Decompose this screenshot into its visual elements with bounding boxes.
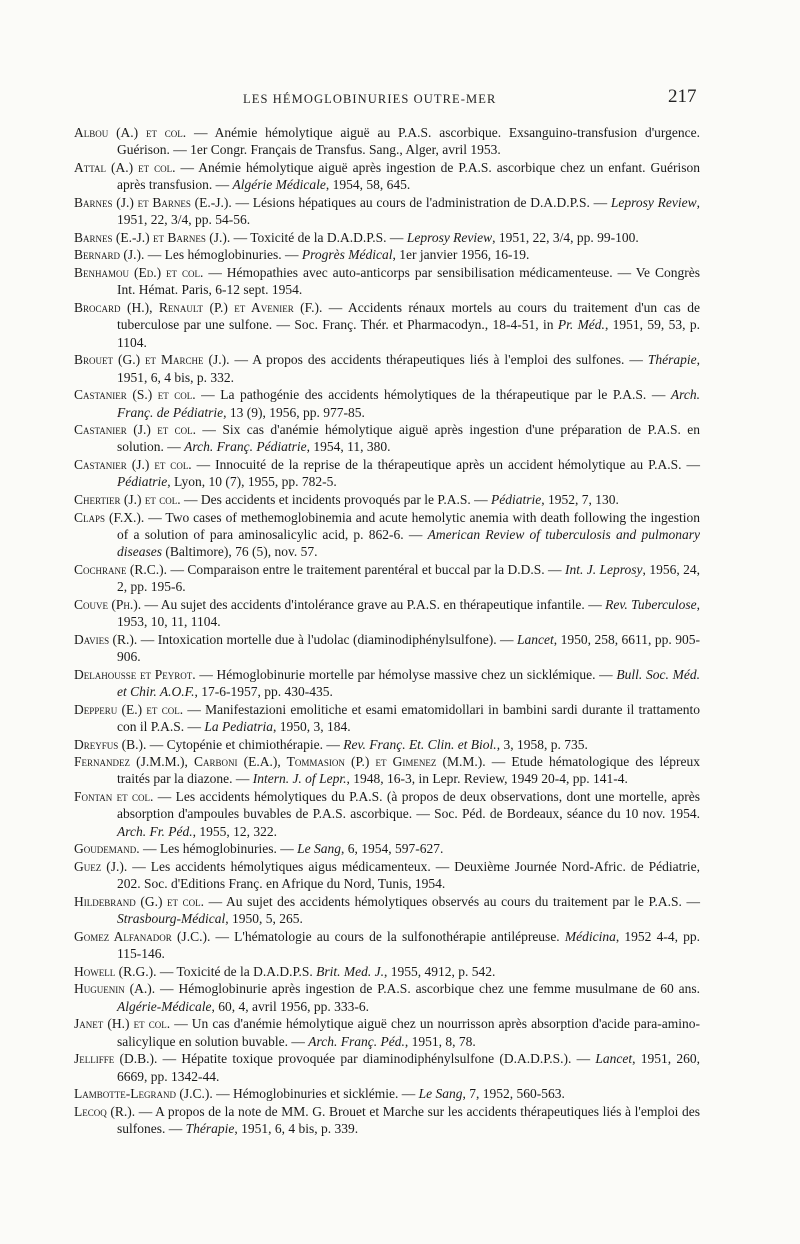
reference-authors: Benhamou (Ed.) et col. xyxy=(74,265,204,280)
reference-source: Lancet xyxy=(517,631,554,647)
reference-entry xyxy=(74,1015,700,1050)
reference-entry xyxy=(74,194,700,229)
reference-authors: Claps (F.X.). xyxy=(74,509,145,525)
reference-details: , 1951, 6, 4 bis, p. 339. xyxy=(234,1121,359,1137)
reference-details: , 1951, 6, 4 bis, p. 332. xyxy=(117,352,700,385)
reference-source: Algérie-Médicale xyxy=(117,998,212,1014)
reference-text: — Lésions hépatiques au cours de l'administration de D.A.D.P.S. — xyxy=(231,194,611,210)
reference-source: Leprosy Review xyxy=(610,194,697,210)
reference-authors: Delahousse et Peyrot. xyxy=(74,666,196,682)
reference-source: Intern. J. of Lepr. xyxy=(252,771,347,787)
reference-source: Pr. Méd. xyxy=(557,317,605,333)
reference-text: — Des accidents et incidents provoqués par le P.A.S. — xyxy=(180,491,492,507)
reference-source: Arch. Franç. Pédiatrie xyxy=(184,439,307,455)
reference-details: , 1951, 59, 53, p. 1104. xyxy=(117,317,700,350)
reference-entry xyxy=(74,159,700,194)
reference-authors: Guez (J.). xyxy=(74,858,128,874)
reference-authors: Gomez Alfanador (J.C.). xyxy=(74,928,211,944)
reference-text: — Intoxication mortelle due à l'udolac (diaminodiphénylsulfone). — xyxy=(137,631,518,647)
reference-source: Médicina xyxy=(564,928,616,944)
reference-text: — Accidents rénaux mortels au cours du traitement d'un cas de tuberculose par une sulfone. — Soc. Franç. Thér. et Pharmacodyn., 18-4-51, in xyxy=(117,299,700,333)
reference-text: — Au sujet des accidents d'intolérance grave au P.A.S. en thérapeutique infantile. — xyxy=(141,596,606,612)
reference-text: — Les accidents hémolytiques du P.A.S. (à propos de deux observations, dont une mortelle, après absorption d'ampoules buvables de P.A.S. ascorbique. — Soc. Péd. de Bordeaux, séance du 10 nov. 1954. xyxy=(117,789,700,822)
reference-details: , 1948, 16-3, in Lepr. Review, 1949 20-4, pp. 141-4. xyxy=(346,771,628,787)
reference-authors: Bernard (J.). xyxy=(74,247,145,263)
reference-authors: Chertier (J.) et col. xyxy=(74,491,181,507)
reference-entry xyxy=(74,858,700,893)
reference-entry xyxy=(74,963,700,980)
reference-source: Arch. Fr. Péd. xyxy=(117,823,193,839)
reference-details: , 1956, 24, 2, pp. 195-6. xyxy=(117,561,701,595)
reference-authors: Dreyfus (B.). xyxy=(74,736,147,752)
reference-text: — Anémie hémolytique aiguë au P.A.S. ascorbique. Exsanguino-transfusion d'urgence. Guérison. — 1er Congr. Français de Transfus. Sang., Alger, avril 1953. xyxy=(117,125,700,158)
reference-authors: Fernandez (J.M.M.), Carboni (E.A.), Tommasion (P.) et Gimenez (M.M.). xyxy=(74,754,486,770)
reference-source: La Pediatria xyxy=(204,718,274,734)
reference-text: — La pathogénie des accidents hémolytiques de la thérapeutique par le P.A.S. — xyxy=(195,387,671,403)
reference-authors: Janet (H.) et col. xyxy=(74,1016,171,1032)
reference-details: , 60, 4, avril 1956, pp. 333-6. xyxy=(211,998,369,1014)
reference-entry xyxy=(74,246,700,263)
reference-text: — Etude hématologique des lépreux traités par la diazone. — xyxy=(117,754,700,787)
reference-text: — Two cases of methemoglobinemia and acute hemolytic anemia with death following the ingestion of a solution of para aminosalicylic acid, p. 862-6. — xyxy=(117,509,700,542)
reference-authors: Attal (A.) et col. xyxy=(74,159,176,175)
reference-entry xyxy=(74,980,700,1015)
reference-text: — Six cas d'anémie hémolytique aiguë après ingestion d'une préparation de P.A.S. en solution. — xyxy=(117,422,700,455)
reference-entry xyxy=(74,421,700,456)
reference-details: , 7, 1952, 560-563. xyxy=(462,1086,565,1102)
reference-entry xyxy=(74,351,700,386)
reference-source: Progrès Médical xyxy=(301,247,393,263)
reference-authors: Brocard (H.), Renault (P.) et Avenier (F.). xyxy=(74,299,323,315)
reference-authors: Cochrane (R.C.). xyxy=(74,561,168,577)
reference-authors: Castanier (J.) et col. xyxy=(74,422,197,438)
reference-details: , 1950, 5, 265. xyxy=(225,911,303,927)
reference-entry xyxy=(74,509,700,561)
reference-text: — Au sujet des accidents hémolytiques observés au cours du traitement par le P.A.S. — xyxy=(204,893,701,909)
reference-entry xyxy=(74,631,700,666)
reference-text: — Innocuité de la reprise de la thérapeutique après un accident hémolytique au P.A.S. — xyxy=(191,457,700,473)
reference-authors: Brouet (G.) et Marche (J.). xyxy=(74,352,230,368)
reference-source: Lancet xyxy=(595,1051,633,1067)
reference-entry xyxy=(74,1050,700,1085)
reference-details: , 17-6-1957, pp. 430-435. xyxy=(194,684,333,699)
reference-details: , 1954, 58, 645. xyxy=(325,177,411,193)
reference-entry xyxy=(74,666,700,701)
reference-authors: Goudemand. xyxy=(74,841,140,857)
reference-entry xyxy=(74,264,700,299)
reference-entry xyxy=(74,124,700,159)
reference-text: — Un cas d'anémie hémolytique aiguë chez un nourrisson après absorption d'acide para-amino-salicylique en solution buvable. — xyxy=(117,1016,700,1049)
reference-authors: Hildebrand (G.) et col. xyxy=(74,893,205,909)
reference-text: — Hémoglobinuries et sicklémie. — xyxy=(212,1086,419,1102)
reference-text: — Cytopénie et chimiothérapie. — xyxy=(146,736,344,752)
reference-details: , 13 (9), 1956, pp. 977-85. xyxy=(223,404,365,420)
reference-details: , 1955, 4912, p. 542. xyxy=(384,963,496,979)
reference-text: — Hémoglobinurie après ingestion de P.A.S. ascorbique chez une femme musulmane de 60 ans. xyxy=(155,981,700,997)
reference-source: Pédiatrie xyxy=(117,474,168,490)
reference-authors: Howell (R.G.). xyxy=(74,963,157,979)
reference-source: Bull. Soc. Méd. et Chir. A.O.F. xyxy=(117,666,700,699)
reference-authors: Davies (R.). xyxy=(74,631,138,647)
reference-details: , 3, 1958, p. 735. xyxy=(496,736,588,752)
reference-source: Rev. Franç. Et. Clin. et Biol. xyxy=(343,736,497,752)
reference-source: Leprosy Review xyxy=(406,229,493,245)
reference-source: American Review of tuberculosis and pulmonary diseases xyxy=(117,526,700,560)
reference-source: Brit. Med. J. xyxy=(316,963,385,979)
running-head: LES HÉMOGLOBINURIES OUTRE-MER xyxy=(243,92,497,106)
reference-entry xyxy=(74,840,700,857)
reference-text: — Hémoglobinurie mortelle par hémolyse massive chez un sicklémique. — xyxy=(195,666,617,682)
reference-details: , 1951, 22, 3/4, pp. 54-56. xyxy=(117,194,700,228)
reference-authors: Barnes (E.-J.) et Barnes (J.). xyxy=(74,229,231,245)
reference-details: , Lyon, 10 (7), 1955, pp. 782-5. xyxy=(167,474,337,490)
reference-entry xyxy=(74,788,700,840)
reference-entry xyxy=(74,753,700,788)
reference-details: , 1953, 10, 11, 1104. xyxy=(117,596,700,630)
reference-entry xyxy=(74,561,700,596)
reference-source: Arch. Franç. Péd. xyxy=(308,1033,405,1049)
reference-entry xyxy=(74,596,700,631)
reference-text: — Les hémoglobinuries. — xyxy=(139,841,298,857)
reference-source: Algérie Médicale xyxy=(232,177,326,193)
reference-authors: Lecoq (R.). xyxy=(74,1103,136,1119)
reference-text: — Hémopathies avec auto-anticorps par sensibilisation médicamenteuse. — Ve Congrès Int. Hémat. Paris, 6-12 sept. 1954. xyxy=(117,265,700,298)
reference-authors: Castanier (S.) et col. xyxy=(74,387,196,403)
reference-text: — L'hématologie au cours de la sulfonothérapie antilépreuse. xyxy=(210,928,565,944)
reference-source: Thérapie xyxy=(647,352,697,368)
reference-source: Le Sang xyxy=(297,841,341,857)
reference-authors: Barnes (J.) et Barnes (E.-J.). xyxy=(74,194,232,210)
page-number: 217 xyxy=(668,86,697,107)
reference-details: , 1950, 258, 6611, pp. 905-906. xyxy=(117,631,700,665)
reference-details: , 1954, 11, 380. xyxy=(306,439,391,455)
reference-details: , 1951, 260, 6669, pp. 1342-44. xyxy=(117,1051,701,1084)
reference-source: Pédiatrie xyxy=(491,491,542,507)
reference-text: — Comparaison entre le traitement parentéral et buccal par la D.D.S. — xyxy=(167,561,565,577)
reference-details: , 1952 4-4, pp. 115-146. xyxy=(117,928,700,962)
reference-authors: Depperu (E.) et col. xyxy=(74,701,184,717)
reference-details: , 1955, 12, 322. xyxy=(192,823,277,839)
reference-authors: Huguenin (A.). xyxy=(74,981,156,997)
reference-text: — Anémie hémolytique aiguë après ingestion de P.A.S. ascorbique chez un enfant. Guérison après transfusion. — xyxy=(117,159,700,193)
reference-authors: Castanier (J.) et col. xyxy=(74,457,192,473)
reference-source: Int. J. Leprosy xyxy=(564,561,643,577)
reference-list xyxy=(74,124,700,1138)
reference-authors: Albou (A.) et col. xyxy=(74,125,187,140)
reference-source: Le Sang xyxy=(418,1086,463,1102)
reference-entry xyxy=(74,1085,700,1102)
reference-source: Arch. Franç. de Pédiatrie xyxy=(117,387,701,420)
reference-entry xyxy=(74,928,700,963)
reference-authors: Jelliffe (D.B.). xyxy=(74,1051,158,1067)
reference-text: — A propos des accidents thérapeutiques liés à l'emploi des sulfones. — xyxy=(229,352,648,368)
reference-entry xyxy=(74,386,700,421)
reference-authors: Couve (Ph.). xyxy=(74,596,142,612)
reference-source: Rev. Tuberculose xyxy=(605,596,697,612)
reference-text: — Les accidents hémolytiques aigus médicamenteux. — Deuxième Journée Nord-Afric. de Pédiatrie, 202. Soc. d'Editions Franç. en Afrique du Nord, Tunis, 1954. xyxy=(117,858,700,892)
reference-details: , 1952, 7, 130. xyxy=(541,491,619,507)
reference-text: — A propos de la note de MM. G. Brouet et Marche sur les accidents thérapeutiques liés à l'emploi des sulfones. — xyxy=(117,1103,700,1137)
reference-text: — Toxicité de la D.A.D.P.S. — xyxy=(230,229,407,245)
reference-details: , 1951, 22, 3/4, pp. 99-100. xyxy=(492,229,639,245)
reference-entry xyxy=(74,299,700,351)
reference-entry xyxy=(74,701,700,736)
reference-text: — Les hémoglobinuries. — xyxy=(144,247,302,263)
reference-entry xyxy=(74,491,700,508)
reference-entry xyxy=(74,893,700,928)
reference-text: — Toxicité de la D.A.D.P.S. xyxy=(156,963,317,979)
reference-details: , 1950, 3, 184. xyxy=(273,718,351,734)
reference-source: Thérapie xyxy=(185,1121,235,1137)
reference-details: , 1951, 8, 78. xyxy=(404,1033,476,1049)
reference-authors: Fontan et col. xyxy=(74,789,154,805)
reference-authors: Lambotte-Legrand (J.C.). xyxy=(74,1086,213,1102)
reference-details: (Baltimore), 76 (5), nov. 57. xyxy=(162,544,318,560)
reference-entry xyxy=(74,456,700,491)
reference-text: — Hépatite toxique provoquée par diaminodiphénylsulfone (D.A.D.P.S.). — xyxy=(157,1051,596,1067)
reference-text: — Manifestazioni emolitiche et esami ematomidollari in bambini sardi durante il trattamento con il P.A.S. — xyxy=(117,701,700,734)
reference-entry xyxy=(74,736,700,753)
reference-entry xyxy=(74,229,700,246)
reference-entry xyxy=(74,1103,700,1138)
reference-details: , 1er janvier 1956, 16-19. xyxy=(392,247,530,263)
reference-source: Strasbourg-Médical xyxy=(117,911,226,927)
reference-details: , 6, 1954, 597-627. xyxy=(340,841,444,857)
